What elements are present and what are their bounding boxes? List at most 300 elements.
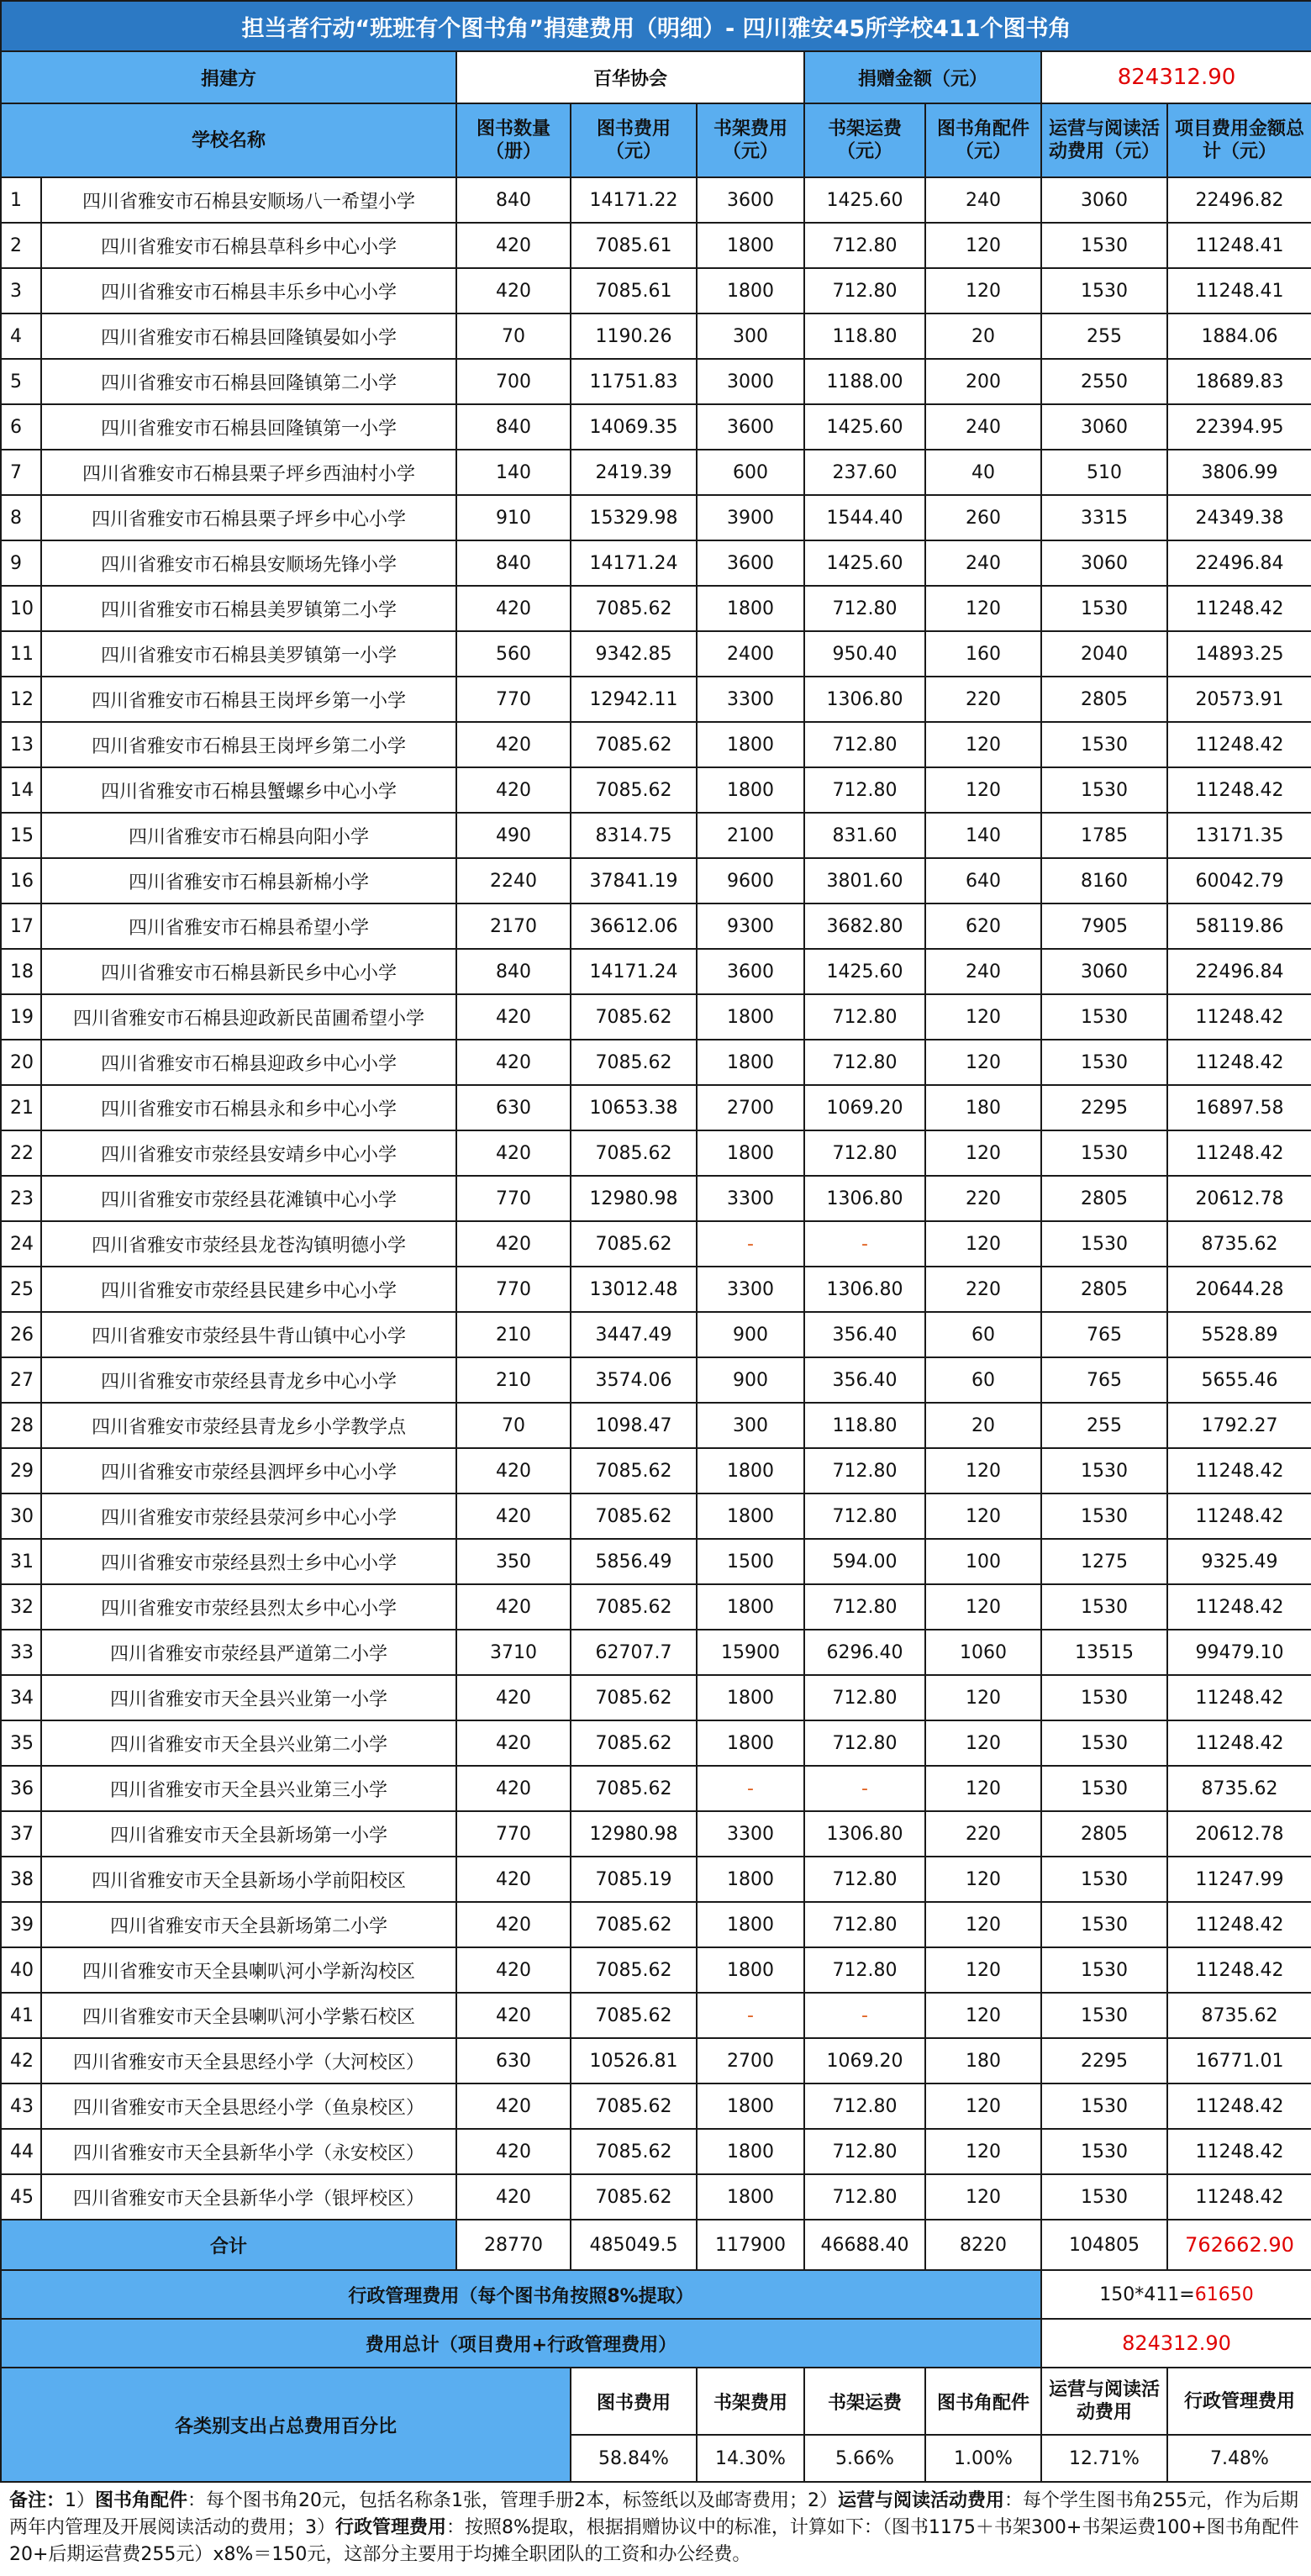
row-total: 9325.49 — [1167, 1539, 1311, 1584]
school-name: 四川省雅安市荥经县花滩镇中心小学 — [41, 1176, 456, 1221]
row-total: 8735.62 — [1167, 1993, 1311, 2038]
school-name: 四川省雅安市天全县思经小学（大河校区） — [41, 2038, 456, 2083]
admin-fee-cell — [1041, 2270, 1311, 2319]
books-count: 420 — [456, 1675, 571, 1720]
books-count: 2240 — [456, 858, 571, 903]
shelf-cost: 1800 — [697, 767, 804, 813]
activity-cost: 1530 — [1041, 1857, 1167, 1902]
books-count: 840 — [456, 177, 571, 223]
book-cost: 10526.81 — [571, 2038, 697, 2083]
row-total: 24349.38 — [1167, 495, 1311, 540]
shelf-freight: 950.40 — [804, 631, 925, 677]
note-1-text: ：每个图书角20元，包括名称条1张，管理手册2本，标签纸以及邮寄费用； — [187, 2490, 808, 2511]
table-row — [1, 223, 1311, 268]
row-total: 11248.42 — [1167, 722, 1311, 767]
activity-cost: 1530 — [1041, 2129, 1167, 2174]
book-cost: 14171.22 — [571, 177, 697, 223]
book-cost: 7085.62 — [571, 1902, 697, 1947]
accessories: 120 — [925, 1493, 1041, 1539]
books-count: 3710 — [456, 1630, 571, 1675]
shelf-cost: 1800 — [697, 223, 804, 268]
books-count: 210 — [456, 1357, 571, 1403]
book-cost: 7085.62 — [571, 2129, 697, 2174]
accessories: 120 — [925, 2174, 1041, 2220]
table-row — [1, 767, 1311, 813]
row-total: 11248.42 — [1167, 1584, 1311, 1630]
row-index: 35 — [1, 1720, 41, 1766]
book-cost: 12980.98 — [571, 1811, 697, 1857]
shelf-freight: 1425.60 — [804, 177, 925, 223]
accessories: 260 — [925, 495, 1041, 540]
activity-cost: 2805 — [1041, 1811, 1167, 1857]
accessories: 20 — [925, 313, 1041, 359]
row-index: 14 — [1, 767, 41, 813]
shelf-freight: 712.80 — [804, 1675, 925, 1720]
row-total: 22496.84 — [1167, 949, 1311, 994]
donor-label: 捐建方 — [1, 51, 456, 103]
table-row — [1, 1493, 1311, 1539]
row-total: 11248.42 — [1167, 2174, 1311, 2220]
activity-cost: 1530 — [1041, 1766, 1167, 1811]
book-cost: 36612.06 — [571, 903, 697, 949]
accessories: 100 — [925, 1539, 1041, 1584]
row-total: 14893.25 — [1167, 631, 1311, 677]
activity-cost: 3060 — [1041, 540, 1167, 586]
books-count: 630 — [456, 1085, 571, 1130]
school-name: 四川省雅安市石棉县栗子坪乡中心小学 — [41, 495, 456, 540]
shelf-freight: 712.80 — [804, 767, 925, 813]
table-row — [1, 722, 1311, 767]
activity-cost: 2295 — [1041, 2038, 1167, 2083]
row-index: 3 — [1, 268, 41, 313]
book-cost: 7085.62 — [571, 1993, 697, 2038]
row-index: 13 — [1, 722, 41, 767]
activity-cost: 1785 — [1041, 813, 1167, 858]
row-index: 9 — [1, 540, 41, 586]
table-row — [1, 1902, 1311, 1947]
books-count: 420 — [456, 1493, 571, 1539]
row-total: 11248.42 — [1167, 2083, 1311, 2129]
book-cost: 62707.7 — [571, 1630, 697, 1675]
grand-total: 762662.90 — [1167, 2220, 1311, 2270]
row-index: 5 — [1, 359, 41, 404]
table-row — [1, 495, 1311, 540]
shelf-freight: 712.80 — [804, 2083, 925, 2129]
table-row — [1, 268, 1311, 313]
row-total: 5655.46 — [1167, 1357, 1311, 1403]
shelf-freight: 3801.60 — [804, 858, 925, 903]
row-total: 16771.01 — [1167, 2038, 1311, 2083]
books-count: 840 — [456, 404, 571, 450]
school-name: 四川省雅安市荥经县严道第二小学 — [41, 1630, 456, 1675]
book-cost: 14069.35 — [571, 404, 697, 450]
row-index: 28 — [1, 1403, 41, 1448]
shelf-cost: 3000 — [697, 359, 804, 404]
activity-cost: 1530 — [1041, 2083, 1167, 2129]
admin-fee-label: 行政管理费用（每个图书角按照8%提取） — [1, 2270, 1041, 2319]
shelf-freight: 712.80 — [804, 223, 925, 268]
school-name: 四川省雅安市石棉县安顺场八一希望小学 — [41, 177, 456, 223]
table-row — [1, 450, 1311, 495]
activity-cost: 1530 — [1041, 767, 1167, 813]
accessories: 120 — [925, 1584, 1041, 1630]
admin-fee-formula: 150*411= — [1099, 2284, 1195, 2305]
note-2-text: ：每个学生图书角255元，作为后期两年内管理及开展阅读活动的费用； — [9, 2490, 1299, 2538]
school-name: 四川省雅安市荥经县青龙乡小学教学点 — [41, 1403, 456, 1448]
activity-cost: 3315 — [1041, 495, 1167, 540]
activity-cost: 2550 — [1041, 359, 1167, 404]
table-row — [1, 2038, 1311, 2083]
accessories: 120 — [925, 1902, 1041, 1947]
school-name: 四川省雅安市荥经县泗坪乡中心小学 — [41, 1448, 456, 1493]
shelf-cost: 1800 — [697, 1902, 804, 1947]
book-cost: 1098.47 — [571, 1403, 697, 1448]
table-row — [1, 313, 1311, 359]
header-books-count: 图书数量（册） — [456, 103, 571, 177]
shelf-freight: 712.80 — [804, 1040, 925, 1085]
shelf-cost: 2400 — [697, 631, 804, 677]
donation-amount: 824312.90 — [1041, 51, 1311, 103]
row-index: 34 — [1, 1675, 41, 1720]
books-count: 420 — [456, 1993, 571, 2038]
header-total: 项目费用金额总计（元） — [1167, 103, 1311, 177]
percent-books: 58.84% — [571, 2435, 697, 2482]
shelf-cost: 15900 — [697, 1630, 804, 1675]
accessories: 220 — [925, 677, 1041, 722]
accessories: 140 — [925, 813, 1041, 858]
shelf-freight: 712.80 — [804, 268, 925, 313]
percent-header-admin: 行政管理费用 — [1167, 2368, 1311, 2435]
accessories: 120 — [925, 223, 1041, 268]
school-name: 四川省雅安市荥经县青龙乡中心小学 — [41, 1357, 456, 1403]
shelf-cost: 1800 — [697, 586, 804, 631]
activity-cost: 7905 — [1041, 903, 1167, 949]
accessories: 120 — [925, 722, 1041, 767]
accessories: 120 — [925, 2129, 1041, 2174]
shelf-cost: 3300 — [697, 1811, 804, 1857]
school-name: 四川省雅安市天全县新华小学（银坪校区） — [41, 2174, 456, 2220]
row-index: 22 — [1, 1130, 41, 1176]
percent-label: 各类别支出占总费用百分比 — [1, 2368, 571, 2482]
row-total: 11248.42 — [1167, 1947, 1311, 1993]
row-index: 45 — [1, 2174, 41, 2220]
book-cost: 7085.61 — [571, 268, 697, 313]
accessories: 220 — [925, 1176, 1041, 1221]
row-total: 3806.99 — [1167, 450, 1311, 495]
book-cost: 11751.83 — [571, 359, 697, 404]
school-name: 四川省雅安市天全县思经小学（鱼泉校区） — [41, 2083, 456, 2129]
shelf-freight: 712.80 — [804, 1493, 925, 1539]
books-count: 420 — [456, 1221, 571, 1267]
shelf-cost: 1800 — [697, 2174, 804, 2220]
shelf-freight: 712.80 — [804, 586, 925, 631]
total-book-cost: 485049.5 — [571, 2220, 697, 2270]
activity-cost: 1530 — [1041, 722, 1167, 767]
row-index: 38 — [1, 1857, 41, 1902]
table-row — [1, 1040, 1311, 1085]
table-row — [1, 903, 1311, 949]
accessories: 120 — [925, 1675, 1041, 1720]
row-total: 11248.42 — [1167, 994, 1311, 1040]
school-name: 四川省雅安市石棉县回隆镇第二小学 — [41, 359, 456, 404]
books-count: 770 — [456, 1267, 571, 1312]
books-count: 420 — [456, 994, 571, 1040]
activity-cost: 1530 — [1041, 1993, 1167, 2038]
book-cost: 12980.98 — [571, 1176, 697, 1221]
accessories: 20 — [925, 1403, 1041, 1448]
books-count: 420 — [456, 1040, 571, 1085]
table-row — [1, 1993, 1311, 2038]
table-row — [1, 1221, 1311, 1267]
shelf-freight: 831.60 — [804, 813, 925, 858]
row-total: 1884.06 — [1167, 313, 1311, 359]
accessories: 120 — [925, 2083, 1041, 2129]
percent-admin: 7.48% — [1167, 2435, 1311, 2482]
accessories: 120 — [925, 994, 1041, 1040]
note-1-key: 图书角配件 — [95, 2490, 188, 2511]
books-count: 770 — [456, 1176, 571, 1221]
book-cost: 14171.24 — [571, 949, 697, 994]
table-row — [1, 1539, 1311, 1584]
row-total: 11247.99 — [1167, 1857, 1311, 1902]
header-activity: 运营与阅读活动费用（元） — [1041, 103, 1167, 177]
row-total: 18689.83 — [1167, 359, 1311, 404]
row-index: 8 — [1, 495, 41, 540]
shelf-freight: 3682.80 — [804, 903, 925, 949]
activity-cost: 1530 — [1041, 1448, 1167, 1493]
shelf-cost: - — [697, 1766, 804, 1811]
book-cost: 3447.49 — [571, 1312, 697, 1357]
row-index: 15 — [1, 813, 41, 858]
shelf-freight: 712.80 — [804, 1947, 925, 1993]
school-name: 四川省雅安市天全县兴业第一小学 — [41, 1675, 456, 1720]
shelf-cost: 1800 — [697, 1130, 804, 1176]
table-row — [1, 1448, 1311, 1493]
school-name: 四川省雅安市石棉县迎政新民苗圃希望小学 — [41, 994, 456, 1040]
row-index: 21 — [1, 1085, 41, 1130]
shelf-cost: 3600 — [697, 404, 804, 450]
activity-cost: 8160 — [1041, 858, 1167, 903]
activity-cost: 765 — [1041, 1312, 1167, 1357]
book-cost: 2419.39 — [571, 450, 697, 495]
activity-cost: 3060 — [1041, 177, 1167, 223]
books-count: 420 — [456, 586, 571, 631]
books-count: 140 — [456, 450, 571, 495]
shelf-cost: 9600 — [697, 858, 804, 903]
school-name: 四川省雅安市石棉县丰乐乡中心小学 — [41, 268, 456, 313]
row-total: 5528.89 — [1167, 1312, 1311, 1357]
book-cost: 7085.62 — [571, 1584, 697, 1630]
books-count: 770 — [456, 677, 571, 722]
shelf-freight: 1306.80 — [804, 677, 925, 722]
shelf-cost: 600 — [697, 450, 804, 495]
activity-cost: 1530 — [1041, 586, 1167, 631]
activity-cost: 2805 — [1041, 1176, 1167, 1221]
notes-prefix: 备注： — [9, 2490, 66, 2511]
row-index: 26 — [1, 1312, 41, 1357]
books-count: 420 — [456, 2174, 571, 2220]
books-count: 420 — [456, 1857, 571, 1902]
shelf-cost: 900 — [697, 1357, 804, 1403]
shelf-freight: 1069.20 — [804, 2038, 925, 2083]
amount-label: 捐赠金额（元） — [804, 51, 1041, 103]
accessories: 120 — [925, 268, 1041, 313]
school-name: 四川省雅安市天全县新场第二小学 — [41, 1902, 456, 1947]
row-total: 20612.78 — [1167, 1811, 1311, 1857]
table-row — [1, 2129, 1311, 2174]
accessories: 240 — [925, 540, 1041, 586]
books-count: 420 — [456, 1584, 571, 1630]
book-cost: 7085.62 — [571, 1720, 697, 1766]
row-total: 99479.10 — [1167, 1630, 1311, 1675]
row-total: 11248.41 — [1167, 268, 1311, 313]
school-name: 四川省雅安市石棉县美罗镇第二小学 — [41, 586, 456, 631]
shelf-cost: 3300 — [697, 1267, 804, 1312]
table-row — [1, 1085, 1311, 1130]
activity-cost: 1530 — [1041, 1902, 1167, 1947]
activity-cost: 510 — [1041, 450, 1167, 495]
row-total: 60042.79 — [1167, 858, 1311, 903]
row-total: 20644.28 — [1167, 1267, 1311, 1312]
books-count: 420 — [456, 767, 571, 813]
books-count: 700 — [456, 359, 571, 404]
overall-total: 824312.90 — [1041, 2319, 1311, 2368]
percent-shelf: 14.30% — [697, 2435, 804, 2482]
row-index: 19 — [1, 994, 41, 1040]
books-count: 2170 — [456, 903, 571, 949]
total-shelf-freight: 46688.40 — [804, 2220, 925, 2270]
row-total: 11248.41 — [1167, 223, 1311, 268]
row-total: 1792.27 — [1167, 1403, 1311, 1448]
row-index: 42 — [1, 2038, 41, 2083]
book-cost: 7085.19 — [571, 1857, 697, 1902]
row-total: 11248.42 — [1167, 1448, 1311, 1493]
accessories: 40 — [925, 450, 1041, 495]
shelf-freight: 356.40 — [804, 1312, 925, 1357]
row-index: 17 — [1, 903, 41, 949]
school-name: 四川省雅安市荥经县民建乡中心小学 — [41, 1267, 456, 1312]
table-row — [1, 677, 1311, 722]
note-3-text: ：按照8%提取，根据捐赠协议中的标准，计算如下：（图书1175＋书架300+书架运费100+图书角配件20+后期运营费255元）x8%＝150元，这部分主要用于均摊全职团队的工资和办公经费。 — [9, 2517, 1299, 2565]
books-count: 420 — [456, 2083, 571, 2129]
table-row — [1, 1357, 1311, 1403]
row-index: 16 — [1, 858, 41, 903]
row-index: 39 — [1, 1902, 41, 1947]
percent-freight: 5.66% — [804, 2435, 925, 2482]
school-name: 四川省雅安市石棉县安顺场先锋小学 — [41, 540, 456, 586]
activity-cost: 255 — [1041, 313, 1167, 359]
book-cost: 7085.62 — [571, 1448, 697, 1493]
school-name: 四川省雅安市石棉县蟹螺乡中心小学 — [41, 767, 456, 813]
shelf-cost: 900 — [697, 1312, 804, 1357]
table-row — [1, 177, 1311, 223]
percent-header-books: 图书费用 — [571, 2368, 697, 2435]
row-index: 10 — [1, 586, 41, 631]
activity-cost: 1530 — [1041, 1584, 1167, 1630]
shelf-cost: 1800 — [697, 1675, 804, 1720]
shelf-cost: 3300 — [697, 1176, 804, 1221]
book-cost: 8314.75 — [571, 813, 697, 858]
activity-cost: 1275 — [1041, 1539, 1167, 1584]
school-name: 四川省雅安市石棉县迎政乡中心小学 — [41, 1040, 456, 1085]
shelf-cost: 1800 — [697, 1584, 804, 1630]
row-total: 11248.42 — [1167, 2129, 1311, 2174]
percent-activity: 12.71% — [1041, 2435, 1167, 2482]
book-cost: 14171.24 — [571, 540, 697, 586]
book-cost: 7085.62 — [571, 2174, 697, 2220]
row-index: 2 — [1, 223, 41, 268]
books-count: 210 — [456, 1312, 571, 1357]
shelf-cost: 3600 — [697, 177, 804, 223]
book-cost: 15329.98 — [571, 495, 697, 540]
activity-cost: 1530 — [1041, 1947, 1167, 1993]
page-title: 担当者行动“班班有个图书角”捐建费用（明细）- 四川雅安45所学校411个图书角 — [1, 1, 1311, 51]
table-row — [1, 1811, 1311, 1857]
row-index: 32 — [1, 1584, 41, 1630]
percent-accessories: 1.00% — [925, 2435, 1041, 2482]
shelf-cost: 1800 — [697, 1040, 804, 1085]
table-row — [1, 1130, 1311, 1176]
shelf-cost: 1800 — [697, 1947, 804, 1993]
shelf-freight: 1425.60 — [804, 949, 925, 994]
school-name: 四川省雅安市石棉县草科乡中心小学 — [41, 223, 456, 268]
donor-name: 百华协会 — [456, 51, 804, 103]
accessories: 120 — [925, 1221, 1041, 1267]
book-cost: 7085.62 — [571, 1947, 697, 1993]
accessories: 120 — [925, 1857, 1041, 1902]
book-cost: 7085.62 — [571, 994, 697, 1040]
books-count: 420 — [456, 1448, 571, 1493]
table-row — [1, 631, 1311, 677]
shelf-freight: 712.80 — [804, 1448, 925, 1493]
shelf-cost: 2700 — [697, 2038, 804, 2083]
books-count: 70 — [456, 313, 571, 359]
totals-label: 合计 — [1, 2220, 456, 2270]
shelf-freight: - — [804, 1766, 925, 1811]
row-index: 23 — [1, 1176, 41, 1221]
header-shelf-cost: 书架费用（元） — [697, 103, 804, 177]
accessories: 60 — [925, 1312, 1041, 1357]
percent-header-activity: 运营与阅读活动费用 — [1041, 2368, 1167, 2435]
shelf-cost: 3900 — [697, 495, 804, 540]
shelf-freight: 712.80 — [804, 994, 925, 1040]
shelf-cost: 1800 — [697, 1857, 804, 1902]
accessories: 1060 — [925, 1630, 1041, 1675]
total-accessories: 8220 — [925, 2220, 1041, 2270]
activity-cost: 1530 — [1041, 1130, 1167, 1176]
school-name: 四川省雅安市天全县喇叭河小学新沟校区 — [41, 1947, 456, 1993]
school-name: 四川省雅安市石棉县新棉小学 — [41, 858, 456, 903]
shelf-freight: 712.80 — [804, 2174, 925, 2220]
activity-cost: 2805 — [1041, 1267, 1167, 1312]
shelf-cost: 1800 — [697, 994, 804, 1040]
note-3-index: 3） — [305, 2517, 336, 2538]
books-count: 420 — [456, 1947, 571, 1993]
school-name: 四川省雅安市石棉县新民乡中心小学 — [41, 949, 456, 994]
row-index: 18 — [1, 949, 41, 994]
activity-cost: 1530 — [1041, 1675, 1167, 1720]
school-name: 四川省雅安市石棉县栗子坪乡西油村小学 — [41, 450, 456, 495]
books-count: 560 — [456, 631, 571, 677]
book-cost: 13012.48 — [571, 1267, 697, 1312]
shelf-cost: 1800 — [697, 722, 804, 767]
row-total: 22496.82 — [1167, 177, 1311, 223]
table-row — [1, 586, 1311, 631]
activity-cost: 1530 — [1041, 1040, 1167, 1085]
book-cost: 10653.38 — [571, 1085, 697, 1130]
shelf-cost: 1800 — [697, 1720, 804, 1766]
row-total: 8735.62 — [1167, 1766, 1311, 1811]
